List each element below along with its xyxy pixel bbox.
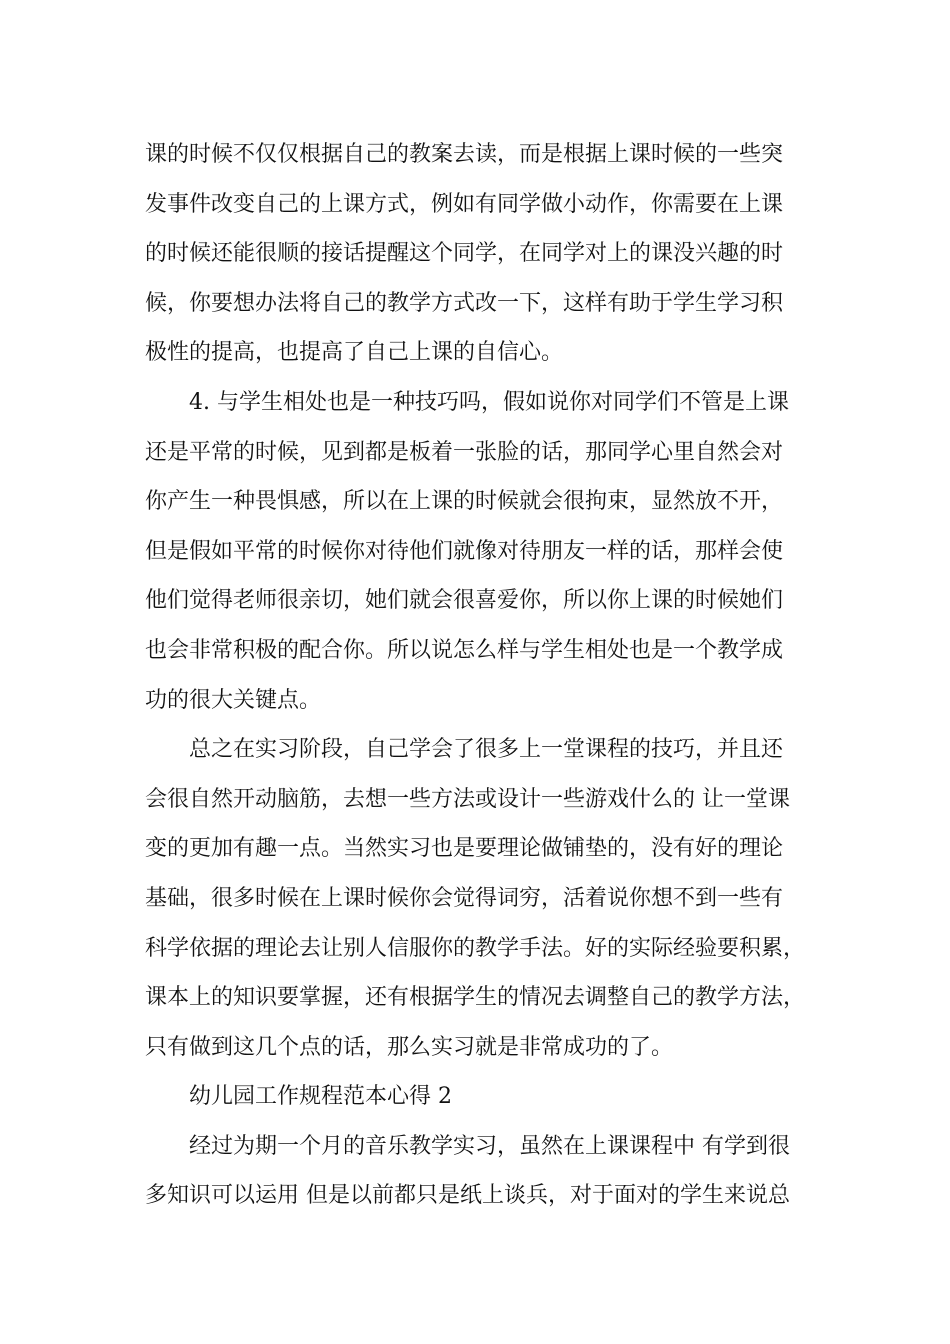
text-line: 也会非常积极的配合你。所以说怎么样与学生相处也是一个教学成: [145, 637, 784, 663]
text-line: 多知识可以运用 但是以前都只是纸上谈兵，对于面对的学生来说总: [145, 1183, 790, 1209]
text-line: 的时候还能很顺的接话提醒这个同学，在同学对上的课没兴趣的时: [145, 241, 784, 267]
section-heading: 幼儿园工作规程范本心得 2: [189, 1084, 452, 1110]
text-line: 发事件改变自己的上课方式，例如有同学做小动作，你需要在上课: [145, 191, 784, 217]
text-line: 课的时候不仅仅根据自己的教案去读，而是根据上课时候的一些突: [145, 142, 784, 167]
paragraph-summary-start: 总之在实习阶段，自己学会了很多上一堂课程的技巧，并且还: [189, 737, 784, 763]
paragraph-start: 经过为期一个月的音乐教学实习，虽然在上课课程中 有学到很: [189, 1133, 790, 1159]
text-line: 只有做到这几个点的话，那么实习就是非常成功的了。: [145, 1034, 674, 1060]
text-line: 功的很大关键点。: [145, 687, 322, 713]
text-line: 你产生一种畏惧感，所以在上课的时候就会很拘束，显然放不开，: [145, 489, 784, 515]
text-line: 候，你要想办法将自己的教学方式改一下，这样有助于学生学习积: [145, 290, 784, 316]
text-line: 他们觉得老师很亲切，她们就会很喜爱你，所以你上课的时候她们: [145, 588, 784, 614]
text-line: 极性的提高，也提高了自己上课的自信心。: [145, 340, 564, 366]
text-line: 变的更加有趣一点。当然实习也是要理论做铺垫的，没有好的理论: [145, 836, 784, 862]
text-line: 还是平常的时候，见到都是板着一张脸的话，那同学心里自然会对: [145, 439, 784, 465]
document-body: [145, 130, 835, 1221]
text-line: 但是假如平常的时候你对待他们就像对待朋友一样的话，那样会使: [145, 538, 784, 564]
list-item-4-start: 4. 与学生相处也是一种技巧吗，假如说你对同学们不管是上课: [189, 389, 789, 415]
text-line: 会很自然开动脑筋，去想一些方法或设计一些游戏什么的 让一堂课: [145, 786, 790, 812]
text-line: 科学依据的理论去让别人信服你的教学手法。好的实际经验要积累，: [145, 935, 806, 961]
text-line: 基础，很多时候在上课时候你会觉得词穷，活着说你想不到一些有: [145, 885, 784, 911]
text-line: 课本上的知识要掌握，还有根据学生的情况去调整自己的教学方法，: [145, 985, 806, 1011]
